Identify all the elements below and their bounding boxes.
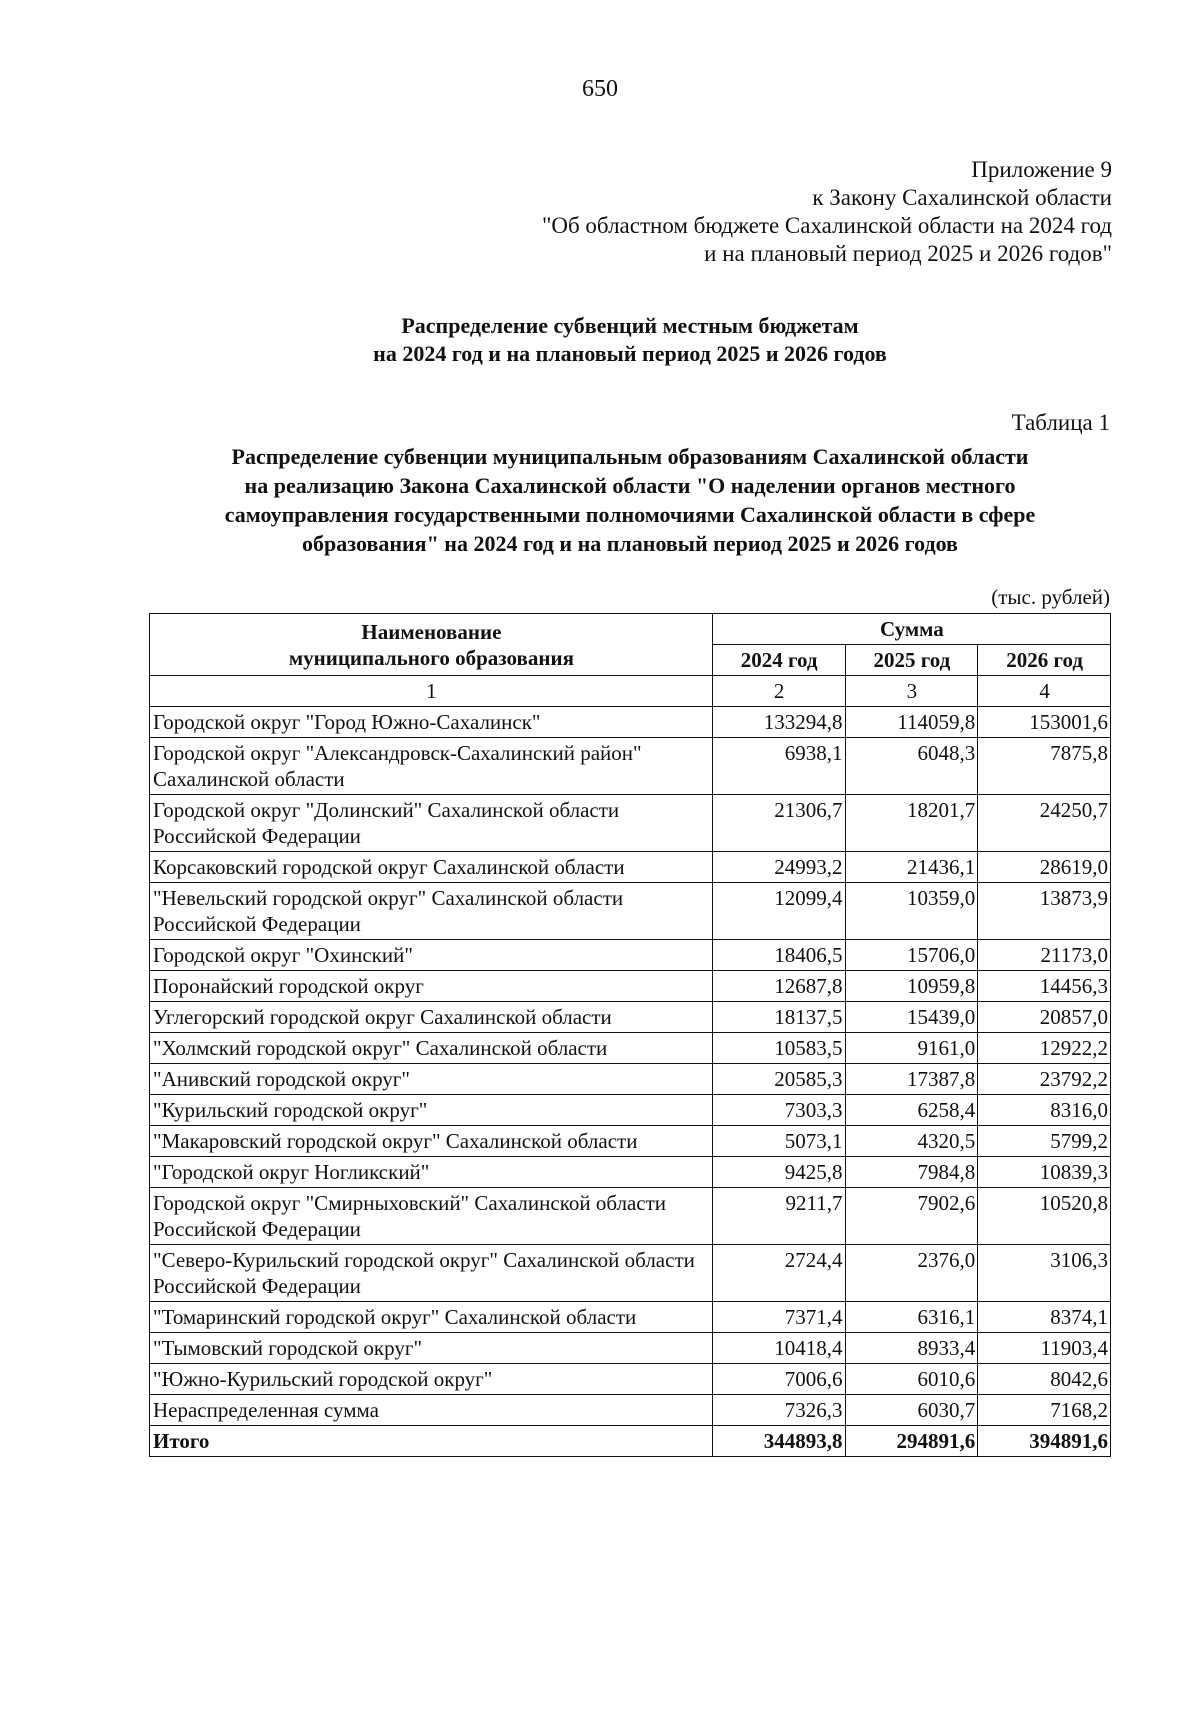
- table-label: Таблица 1: [1011, 410, 1110, 435]
- header-year-2026: 2026 год: [978, 645, 1111, 676]
- value-2025: 21436,1: [845, 852, 978, 883]
- value-2025: 2376,0: [845, 1245, 978, 1302]
- main-title-line: на 2024 год и на плановый период 2025 и 2026 годов: [373, 341, 887, 366]
- page-number: 650: [582, 76, 618, 102]
- table-row: [150, 883, 1111, 940]
- municipality-name: Поронайский городской округ: [150, 971, 713, 1002]
- value-2025: 6048,3: [845, 738, 978, 795]
- value-2026: 21173,0: [978, 940, 1111, 971]
- value-2025: 8933,4: [845, 1333, 978, 1364]
- value-2024: 10583,5: [712, 1033, 845, 1064]
- appendix-line: к Закону Сахалинской области: [812, 185, 1112, 210]
- value-2026: 3106,3: [978, 1245, 1111, 1302]
- table-row: [150, 1095, 1111, 1126]
- value-2025: 18201,7: [845, 795, 978, 852]
- table-row: [150, 1333, 1111, 1364]
- municipality-name: "Томаринский городской округ" Сахалинской области: [150, 1302, 713, 1333]
- value-2026: 5799,2: [978, 1126, 1111, 1157]
- appendix-line: и на плановый период 2025 и 2026 годов": [704, 241, 1112, 266]
- value-2026: 10520,8: [978, 1188, 1111, 1245]
- table-row: [150, 1157, 1111, 1188]
- value-2026: 20857,0: [978, 1002, 1111, 1033]
- value-2024: 10418,4: [712, 1333, 845, 1364]
- value-2026: 23792,2: [978, 1064, 1111, 1095]
- value-2026: 7875,8: [978, 738, 1111, 795]
- municipality-name: "Южно-Курильский городской округ": [150, 1364, 713, 1395]
- municipality-name: Городской округ "Смирныховский" Сахалинской области Российской Федерации: [150, 1188, 713, 1245]
- value-2024: 133294,8: [712, 707, 845, 738]
- value-2025: 9161,0: [845, 1033, 978, 1064]
- value-2025: 7902,6: [845, 1188, 978, 1245]
- municipality-name: "Анивский городской округ": [150, 1064, 713, 1095]
- value-2026: 8316,0: [978, 1095, 1111, 1126]
- header-name: [150, 614, 713, 676]
- total-row: [150, 1426, 1111, 1457]
- table-row: [150, 1302, 1111, 1333]
- value-2026: 28619,0: [978, 852, 1111, 883]
- header-sum: Сумма: [712, 614, 1110, 645]
- municipality-name: Городской округ "Александровск-Сахалинский район" Сахалинской области: [150, 738, 713, 795]
- appendix-block: [542, 156, 1112, 268]
- municipality-name: Нераспределенная сумма: [150, 1395, 713, 1426]
- main-title-line: Распределение субвенций местным бюджетам: [401, 313, 859, 338]
- value-2024: 9211,7: [712, 1188, 845, 1245]
- value-2026: 14456,3: [978, 971, 1111, 1002]
- value-2024: 7006,6: [712, 1364, 845, 1395]
- table-body: [150, 707, 1111, 1457]
- municipality-name: "Макаровский городской округ" Сахалинской области: [150, 1126, 713, 1157]
- header-name-line: Наименование: [361, 619, 502, 644]
- value-2026: 8374,1: [978, 1302, 1111, 1333]
- value-2024: 24993,2: [712, 852, 845, 883]
- table-title-line: Распределение субвенции муниципальным образованиям Сахалинской области: [231, 444, 1029, 469]
- table-row: [150, 1188, 1111, 1245]
- value-2024: 7371,4: [712, 1302, 845, 1333]
- municipality-name: Корсаковский городской округ Сахалинской области: [150, 852, 713, 883]
- municipality-name: "Северо-Курильский городской округ" Сахалинской области Российской Федерации: [150, 1245, 713, 1302]
- appendix-line: "Об областном бюджете Сахалинской области на 2024 год: [541, 213, 1112, 238]
- table-row: [150, 1245, 1111, 1302]
- value-2024: 9425,8: [712, 1157, 845, 1188]
- municipality-name: "Тымовский городской округ": [150, 1333, 713, 1364]
- table-title-line: самоуправления государственными полномочиями Сахалинской области в сфере: [224, 502, 1036, 527]
- total-2026: 394891,6: [978, 1426, 1111, 1457]
- municipality-name: "Городской округ Ногликский": [150, 1157, 713, 1188]
- value-2025: 6258,4: [845, 1095, 978, 1126]
- value-2025: 17387,8: [845, 1064, 978, 1095]
- value-2024: 21306,7: [712, 795, 845, 852]
- municipality-name: "Холмский городской округ" Сахалинской области: [150, 1033, 713, 1064]
- value-2024: 12687,8: [712, 971, 845, 1002]
- header-year-2025: 2025 год: [845, 645, 978, 676]
- header-year-2024: 2024 год: [712, 645, 845, 676]
- value-2024: 5073,1: [712, 1126, 845, 1157]
- unit-label: (тыс. рублей): [991, 585, 1110, 609]
- value-2024: 7326,3: [712, 1395, 845, 1426]
- subvention-table: [149, 613, 1111, 1457]
- column-index: 2: [712, 676, 845, 707]
- value-2024: 12099,4: [712, 883, 845, 940]
- table-row: [150, 1395, 1111, 1426]
- table-row: [150, 738, 1111, 795]
- value-2025: 114059,8: [845, 707, 978, 738]
- value-2026: 12922,2: [978, 1033, 1111, 1064]
- appendix-line: Приложение 9: [971, 157, 1112, 182]
- table-row: [150, 795, 1111, 852]
- table-row: [150, 940, 1111, 971]
- value-2025: 10959,8: [845, 971, 978, 1002]
- table-row: [150, 1126, 1111, 1157]
- value-2026: 24250,7: [978, 795, 1111, 852]
- value-2025: 4320,5: [845, 1126, 978, 1157]
- table-row: [150, 971, 1111, 1002]
- column-index: 1: [150, 676, 713, 707]
- value-2026: 13873,9: [978, 883, 1111, 940]
- table-row: [150, 707, 1111, 738]
- value-2026: 8042,6: [978, 1364, 1111, 1395]
- municipality-name: Городской округ "Охинский": [150, 940, 713, 971]
- value-2025: 10359,0: [845, 883, 978, 940]
- value-2026: 10839,3: [978, 1157, 1111, 1188]
- municipality-name: Городской округ "Долинский" Сахалинской области Российской Федерации: [150, 795, 713, 852]
- total-2024: 344893,8: [712, 1426, 845, 1457]
- table-row: [150, 1033, 1111, 1064]
- table-title: [150, 442, 1110, 558]
- total-label: Итого: [150, 1426, 713, 1457]
- value-2025: 6316,1: [845, 1302, 978, 1333]
- table-row: [150, 1064, 1111, 1095]
- value-2025: 6030,7: [845, 1395, 978, 1426]
- municipality-name: "Курильский городской округ": [150, 1095, 713, 1126]
- table-row: [150, 1364, 1111, 1395]
- value-2024: 18406,5: [712, 940, 845, 971]
- value-2026: 7168,2: [978, 1395, 1111, 1426]
- value-2024: 18137,5: [712, 1002, 845, 1033]
- value-2025: 15706,0: [845, 940, 978, 971]
- main-title: [0, 312, 1200, 368]
- value-2025: 7984,8: [845, 1157, 978, 1188]
- table-title-line: образования" на 2024 год и на плановый период 2025 и 2026 годов: [302, 531, 958, 556]
- table-row: [150, 852, 1111, 883]
- value-2025: 15439,0: [845, 1002, 978, 1033]
- value-2026: 153001,6: [978, 707, 1111, 738]
- table-row: [150, 1002, 1111, 1033]
- value-2024: 6938,1: [712, 738, 845, 795]
- column-index: 4: [978, 676, 1111, 707]
- municipality-name: Городской округ "Город Южно-Сахалинск": [150, 707, 713, 738]
- value-2024: 20585,3: [712, 1064, 845, 1095]
- total-2025: 294891,6: [845, 1426, 978, 1457]
- municipality-name: Углегорский городской округ Сахалинской области: [150, 1002, 713, 1033]
- table-title-line: на реализацию Закона Сахалинской области "О наделении органов местного: [244, 473, 1016, 498]
- municipality-name: "Невельский городской округ" Сахалинской области Российской Федерации: [150, 883, 713, 940]
- header-name-line: муниципального образования: [288, 645, 574, 670]
- column-index: 3: [845, 676, 978, 707]
- value-2026: 11903,4: [978, 1333, 1111, 1364]
- value-2024: 2724,4: [712, 1245, 845, 1302]
- value-2024: 7303,3: [712, 1095, 845, 1126]
- value-2025: 6010,6: [845, 1364, 978, 1395]
